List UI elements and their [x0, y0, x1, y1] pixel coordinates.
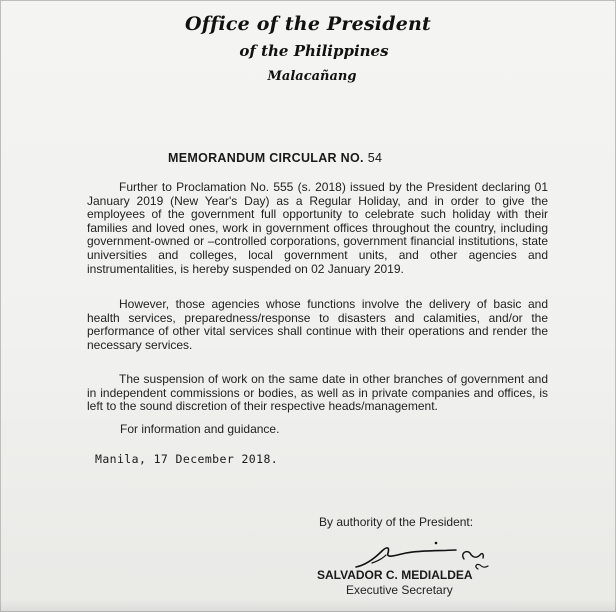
- dateline: Manila, 17 December 2018.: [95, 452, 279, 466]
- page-bottom-shadow: [0, 600, 616, 612]
- memo-number: 54: [367, 151, 383, 165]
- memo-heading: [168, 151, 468, 165]
- body-paragraph-1: Further to Proclamation No. 555 (s. 2018) issued by the President declaring 01 January 2019 (New Year's Day) as a Regular Holiday, and in order to give the employees of the government full opportunity to celebrate such holiday with their families and loved ones, work in government offices throughout the country, including government-owned or –controlled corporations, government financial institutions, state universities and colleges, local government units, and other agencies and instrumentalities, is hereby suspended on 02 January 2019.: [87, 180, 548, 276]
- signatory-name: SALVADOR C. MEDIALDEA: [317, 568, 473, 582]
- closing-line: For information and guidance.: [120, 422, 280, 436]
- letterhead-location: Malacañang: [267, 69, 357, 84]
- authority-line: By authority of the President:: [319, 515, 474, 529]
- letterhead-subtitle: of the Philippines: [239, 42, 389, 60]
- signatory-title: Executive Secretary: [346, 583, 453, 597]
- letterhead-title: Office of the President: [184, 13, 431, 35]
- body-paragraph-3: The suspension of work on the same date in other branches of government and in independent commissions or bodies, as well as in private companies and offices, is left to the sound discretion of their respective heads/management.: [87, 372, 548, 414]
- body-paragraph-2: However, those agencies whose functions involve the delivery of basic and health services, preparedness/response to disasters and calamities, and/or the performance of other vital services shall continue with their operations and render the necessary services.: [87, 297, 548, 352]
- memo-title: MEMORANDUM CIRCULAR NO.: [168, 151, 364, 165]
